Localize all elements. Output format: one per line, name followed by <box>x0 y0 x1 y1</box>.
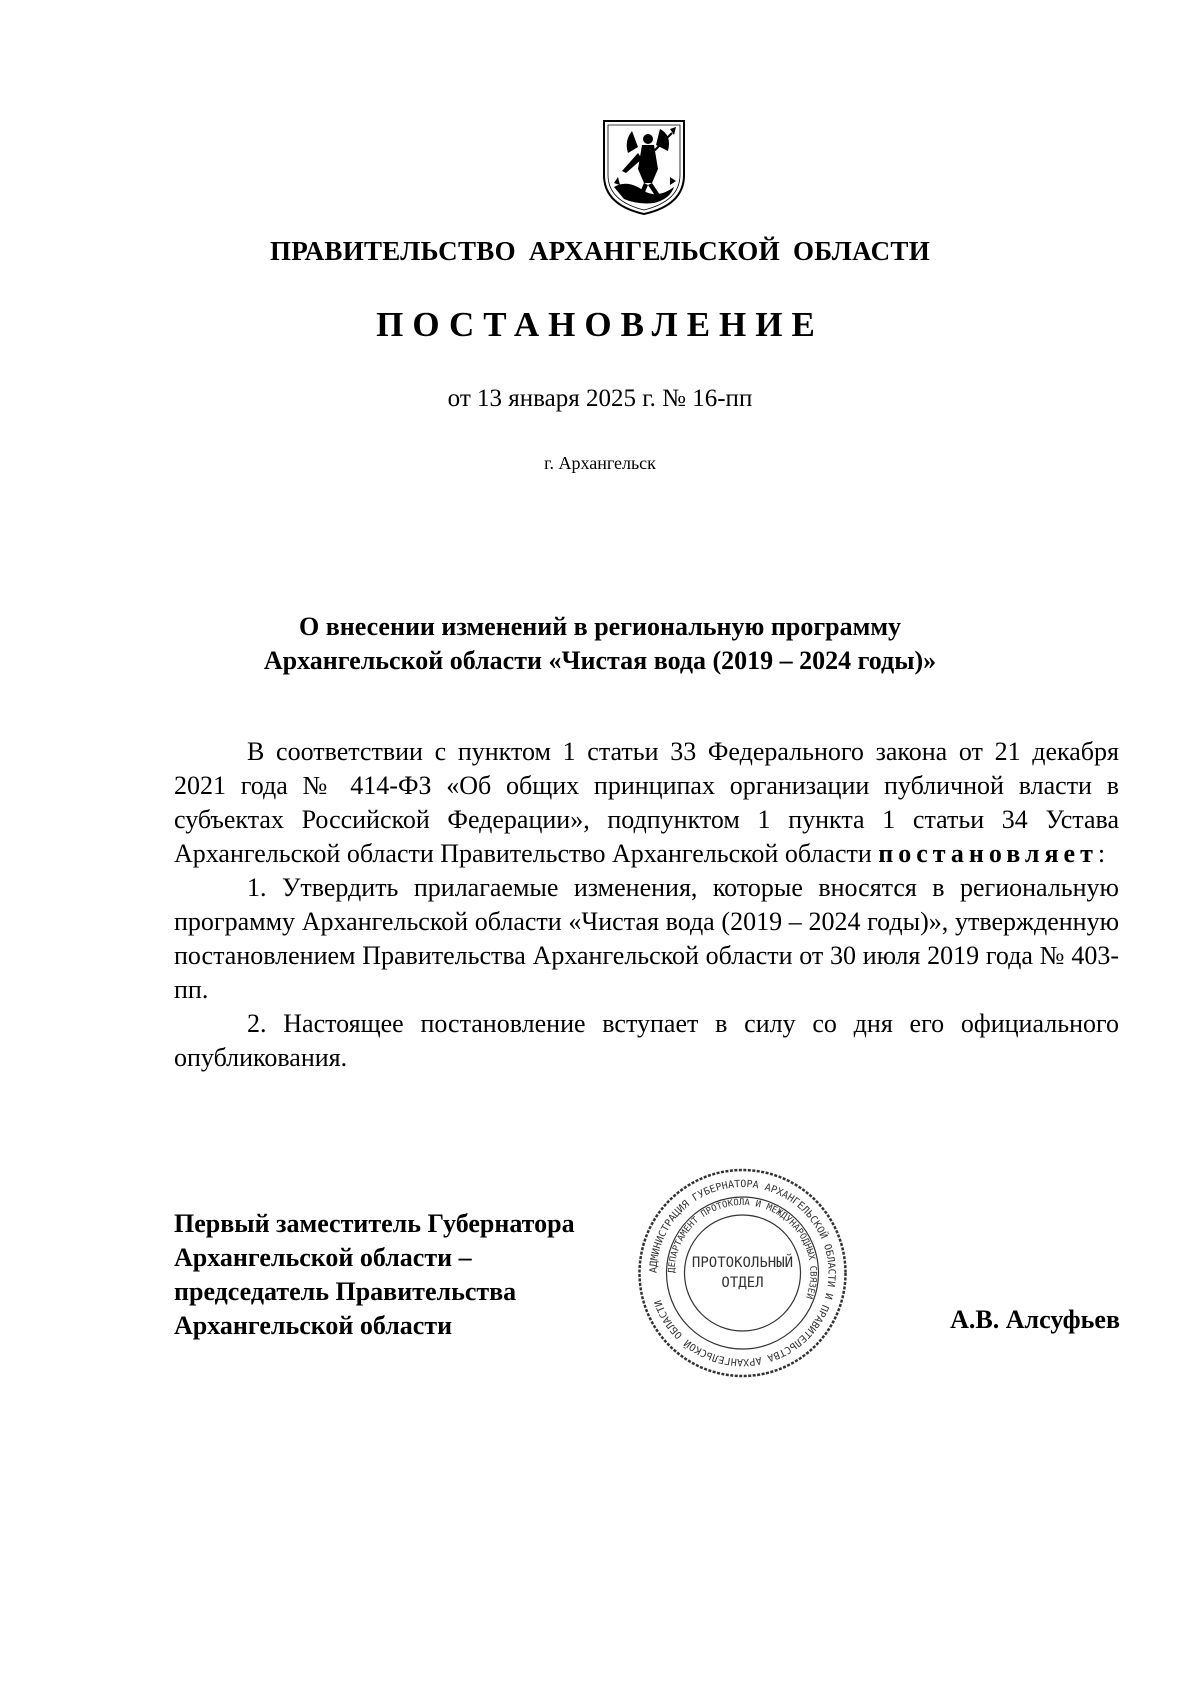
document-subject <box>0 610 1200 678</box>
document-type: ПОСТАНОВЛЕНИЕ <box>376 305 824 344</box>
document-city: г. Архангельск <box>544 453 656 473</box>
coat-of-arms-emblem <box>598 117 690 217</box>
signer-position-line-1: Первый заместитель Губернатора <box>174 1209 575 1238</box>
stamp-outer-text: АДМИНИСТРАЦИЯ ГУБЕРНАТОРА АРХАНГЕЛЬСКОЙ ОБЛАСТИ И ПРАВИТЕЛЬСТВА АРХАНГЕЛЬСКОЙ ОБЛАСТИ <box>648 1178 837 1368</box>
preamble-text: В соответствии с пунктом 1 статьи 33 Федерального закона от 21 декабря 2021 года № 414-ФЗ «Об общих принципах организации публичной власти в субъектах Российской Федерации», подпунктом 1 пункта 1 статьи 34 Устава Архангельской области Правительство Архангельской области <box>174 737 1119 868</box>
signer-position <box>174 1207 654 1343</box>
government-title: ПРАВИТЕЛЬСТВО АРХАНГЕЛЬСКОЙ ОБЛАСТИ <box>269 236 931 266</box>
signer-name: А.В. Алсуфьев <box>950 1305 1120 1334</box>
official-stamp <box>635 1163 850 1383</box>
stamp-inner-text: ДЕПАРТАМЕНТ ПРОТОКОЛА И МЕЖДУНАРОДНЫХ СВЯЗЕЙ <box>667 1197 818 1300</box>
decree-word: постановляет <box>878 839 1098 868</box>
decree-colon: : <box>1097 839 1106 868</box>
subject-line-2: Архангельской области «Чистая вода (2019 – 2024 годы)» <box>263 646 937 675</box>
subject-line-1: О внесении изменений в региональную программу <box>298 612 902 641</box>
stamp-center-line-2: ОТДЕЛ <box>721 1275 764 1291</box>
document-date-number: от 13 января 2025 г. № 16-пп <box>447 385 753 412</box>
item-1-paragraph: 1. Утвердить прилагаемые изменения, которые вносятся в региональную программу Архангельской области «Чистая вода (2019 – 2024 годы)», утвержденную постановлением Правительства Архангельской области от 30 июля 2019 года № 403-пп. <box>174 873 1119 1004</box>
document-body <box>174 735 1119 1075</box>
signer-position-line-4: Архангельской области <box>174 1311 453 1340</box>
stamp-center-line-1: ПРОТОКОЛЬНЫЙ <box>691 1255 794 1271</box>
item-2-paragraph: 2. Настоящее постановление вступает в силу со дня его официального опубликования. <box>174 1009 1119 1072</box>
preamble-paragraph <box>174 735 1119 871</box>
signer-position-line-3: председатель Правительства <box>174 1277 517 1306</box>
signer-position-line-2: Архангельской области – <box>174 1243 472 1272</box>
